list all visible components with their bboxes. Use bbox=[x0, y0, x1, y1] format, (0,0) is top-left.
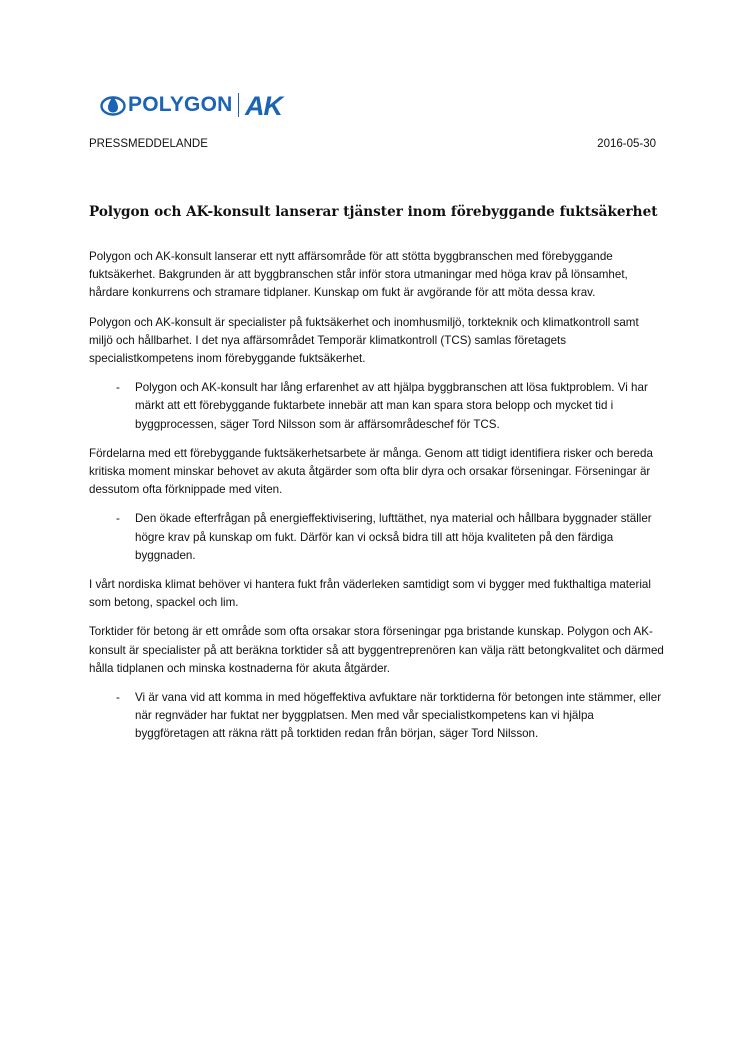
paragraph-benefits: Fördelarna med ett förebyggande fuktsäkerhetsarbete är många. Genom att tidigt identifiera risker och bereda kritiska moment minskar behovet av akuta åtgärder som ofta blir dyra och orsakar förseningar. Förseningar är dessutom ofta förknippade med viten. bbox=[89, 446, 653, 497]
quote-dash: - bbox=[116, 381, 120, 395]
logo-polygon-text: POLYGON bbox=[128, 93, 233, 116]
paragraph-drying-times: Torktider för betong är ett område som ofta orsakar stora förseningar pga bristande kunskap. Polygon och AK-konsult är specialister på att beräkna torktider så att byggentreprenören kan välja rätt betongkvalitet och därmed hålla tidplanen och minska kostnaderna för akuta åtgärder. bbox=[89, 625, 664, 675]
quote-item bbox=[89, 510, 664, 565]
polygon-drop-icon bbox=[100, 92, 126, 118]
document-label: PRESSMEDDELANDE bbox=[89, 138, 208, 150]
document-date: 2016-05-30 bbox=[597, 138, 656, 150]
logo-ak-text: AK bbox=[245, 92, 283, 118]
page-title: Polygon och AK-konsult lanserar tjänster inom förebyggande fuktsäkerhet bbox=[89, 204, 658, 220]
paragraph-intro: Polygon och AK-konsult lanserar ett nytt affärsområde för att stötta byggbranschen med förebyggande fuktsäkerhet. Bakgrunden är att byggbranschen står inför stora utmaningar med höga krav på lönsamhet, hårdare konkurrens och stramare tidplaner. Kunskap om fukt är avgörande för att möta dessa krav. bbox=[89, 250, 628, 300]
quote-dash: - bbox=[116, 512, 120, 526]
company-logo bbox=[100, 90, 294, 120]
quote-text: Polygon och AK-konsult har lång erfarenhet av att hjälpa byggbranschen att lösa fuktproblem. Vi har märkt att ett förebyggande fuktarbete innebär att man kan spara stora belopp och mycket tid i byggprocessen, säger Tord Nilsson som är affärsområdeschef för TCS. bbox=[135, 381, 648, 431]
quote-text: Vi är vana vid att komma in med högeffektiva avfuktare när torktiderna för betongen inte stämmer, eller när regnväder har fuktat ner byggplatsen. Men med vår specialistkompetens kan vi hjälpa byggföretagen att räkna rätt på torktiden redan från början, säger Tord Nilsson. bbox=[135, 691, 662, 741]
logo-ak-mark bbox=[244, 92, 294, 118]
paragraph-climate: I vårt nordiska klimat behöver vi hantera fukt från väderleken samtidigt som vi bygger med fukthaltiga material som betong, spackel och lim. bbox=[89, 578, 651, 610]
quote-dash: - bbox=[116, 691, 120, 705]
quote-text: Den ökade efterfrågan på energieffektivisering, lufttäthet, nya material och hållbara byggnader ställer högre krav på kunskap om fukt. Därför kan vi också bidra till att höja kvaliteten på den färdiga byggnaden. bbox=[135, 512, 652, 562]
quote-item bbox=[89, 379, 664, 434]
document-body bbox=[89, 248, 664, 755]
logo-divider bbox=[238, 93, 239, 117]
paragraph-specialists: Polygon och AK-konsult är specialister på fuktsäkerhet och inomhusmiljö, torkteknik och klimatkontroll samt miljö och hållbarhet. I det nya affärsområdet Temporär klimatkontroll (TCS) samlas företagets specialistkompetens inom förebyggande fuktsäkerhet. bbox=[89, 315, 639, 366]
header-meta bbox=[89, 138, 656, 150]
quote-item bbox=[89, 689, 664, 744]
